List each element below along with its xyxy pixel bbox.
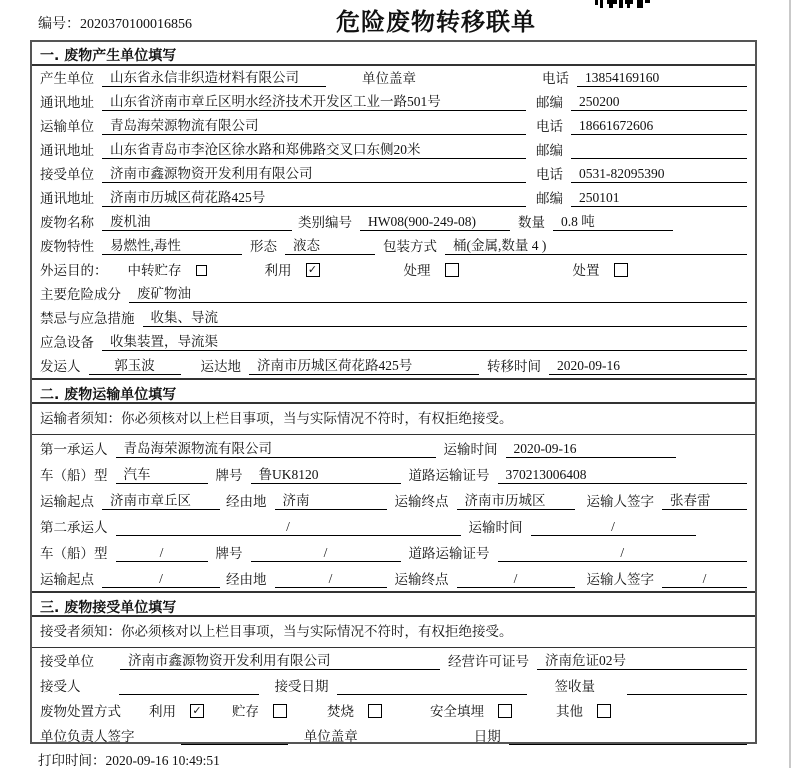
carrier2-time-label: 运输时间: [468, 520, 523, 535]
receiver-notice: 接受者须知：你必须核对以上栏目事项，当与实际情况不符时，有权拒绝接受。: [32, 617, 755, 648]
producer-row: [40, 66, 747, 90]
purpose-option-label: 中转贮存: [127, 263, 182, 278]
accept-person-row: [40, 673, 747, 698]
transporter-zip-label: 邮编: [536, 143, 563, 158]
transporter-value: 青岛海荣源物流有限公司: [102, 114, 526, 135]
receiver-address-value: 济南市历城区荷花路425号: [102, 186, 526, 207]
destination-label: 运达地: [200, 359, 241, 374]
dispatch-row: [40, 354, 747, 378]
equipment-row: [40, 330, 747, 354]
section3-header: 三. 废物接受单位填写: [32, 591, 755, 617]
carrier1-label: 第一承运人: [40, 442, 108, 457]
sign-date-label: 日期: [473, 729, 501, 744]
purpose-option-label: 处置: [572, 263, 600, 278]
vehicle2-type-value: /: [116, 545, 208, 562]
print-time-value: 2020-09-16 10:49:51: [105, 753, 220, 768]
checkbox-landfill: [498, 704, 512, 718]
producer-phone-label: 电话: [542, 71, 569, 86]
section1-header: 一. 废物产生单位填写: [32, 42, 755, 66]
responsible-sign-value: [181, 744, 288, 745]
checkbox-utilize: [306, 263, 320, 277]
disposal-option-label: 利用: [149, 704, 176, 719]
waste-qty-label: 数量: [518, 215, 545, 230]
checkbox-utilize-2: [190, 704, 204, 718]
vehicle2-plate-value: /: [251, 545, 401, 562]
purpose-label: 外运目的：: [40, 263, 108, 278]
responsible-sign-row: [40, 723, 747, 748]
carrier1-row: [40, 435, 747, 461]
route1-via-value: 济南: [275, 489, 387, 510]
checkbox-dispose: [614, 263, 628, 277]
accept-unit-value: 济南市鑫源物资开发利用有限公司: [120, 649, 440, 670]
waste-name-value: 废机油: [102, 210, 292, 231]
producer-label: 产生单位: [40, 71, 94, 86]
transporter-zip-value: [571, 158, 747, 159]
receiver-address-row: [40, 186, 747, 210]
carrier2-value: /: [116, 519, 461, 536]
route2-via-label: 经由地: [226, 572, 267, 587]
disposal-row: [40, 698, 747, 723]
page-edge-line: [789, 0, 791, 768]
equipment-label: 应急设备: [40, 335, 94, 350]
route1-end-value: 济南市历城区: [457, 489, 575, 510]
transporter-address-value: 山东省青岛市李沧区徐水路和郑佛路交叉口东侧20米: [102, 138, 526, 159]
transporter-label: 运输单位: [40, 119, 94, 134]
receiver-value: 济南市鑫源物资开发利用有限公司: [102, 162, 526, 183]
producer-zip-label: 邮编: [536, 95, 563, 110]
license-label: 经营许可证号: [448, 654, 529, 669]
route2-sign-label: 运输人签字: [586, 572, 654, 587]
carrier1-time-label: 运输时间: [443, 442, 498, 457]
hazard-label: 主要危险成分: [40, 287, 121, 302]
route2-start-value: /: [102, 571, 220, 588]
producer-address-row: [40, 90, 747, 114]
vehicle2-type-label: 车（船）型: [40, 546, 108, 561]
purpose-row: [40, 258, 747, 282]
producer-address-label: 通讯地址: [40, 95, 94, 110]
packing-value: 桶(金属,数量 4 ): [445, 234, 747, 255]
hazard-value: 废矿物油: [129, 282, 747, 303]
receiver-phone-label: 电话: [536, 167, 563, 182]
waste-name-label: 废物名称: [40, 215, 94, 230]
purpose-option-label: 利用: [264, 263, 292, 278]
route1-sign-value: 张春雷: [662, 489, 747, 510]
form-box: [30, 40, 757, 744]
accept-date-label: 接受日期: [274, 679, 329, 694]
section3-rows: [32, 648, 755, 748]
destination-value: 济南市历城区荷花路425号: [249, 354, 479, 375]
carrier2-row: [40, 513, 747, 539]
route2-end-label: 运输终点: [394, 572, 449, 587]
vehicle1-row: [40, 461, 747, 487]
waste-form-label: 形态: [250, 239, 277, 254]
signed-qty-label: 签收量: [554, 679, 595, 694]
waste-traits-label: 废物特性: [40, 239, 94, 254]
producer-address-value: 山东省济南市章丘区明水经济技术开发区工业一路501号: [102, 90, 526, 111]
packing-label: 包装方式: [383, 239, 437, 254]
carrier2-label: 第二承运人: [40, 520, 108, 535]
waste-name-row: [40, 210, 747, 234]
route1-via-label: 经由地: [226, 494, 267, 509]
receiver-zip-value: 250101: [571, 190, 747, 207]
carrier1-time-value: 2020-09-16: [506, 441, 676, 458]
print-time-label: 打印时间：: [38, 753, 106, 768]
route1-end-label: 运输终点: [394, 494, 449, 509]
transfer-time-value: 2020-09-16: [549, 358, 747, 375]
waste-traits-value: 易燃性,毒性: [102, 234, 242, 255]
waste-form-value: 液态: [285, 234, 375, 255]
route1-sign-label: 运输人签字: [586, 494, 654, 509]
route1-start-label: 运输起点: [40, 494, 94, 509]
transporter-row: [40, 114, 747, 138]
serial-value: 2020370100016856: [80, 17, 192, 32]
section2-rows: [32, 435, 755, 591]
checkbox-incinerate: [368, 704, 382, 718]
route1-row: [40, 487, 747, 513]
vehicle1-plate-label: 牌号: [215, 468, 243, 483]
transporter-notice: 运输者须知：你必须核对以上栏目事项，当与实际情况不符时，有权拒绝接受。: [32, 404, 755, 435]
print-time: [38, 749, 220, 768]
responsible-sign-label: 单位负责人签字: [40, 729, 135, 744]
license-value: 济南危证02号: [537, 649, 747, 670]
waste-code-label: 类别编号: [298, 215, 352, 230]
producer-phone-value: 13854169160: [577, 70, 747, 87]
checkbox-storage: [273, 704, 287, 718]
receiver-row: [40, 162, 747, 186]
carrier2-time-value: /: [531, 519, 696, 536]
disposal-option-label: 焚烧: [327, 704, 354, 719]
hazard-row: [40, 282, 747, 306]
producer-zip-value: 250200: [571, 94, 747, 111]
emergency-value: 收集、导流: [143, 306, 748, 327]
serial-label: 编号：: [38, 17, 80, 32]
accept-person-value: [119, 694, 259, 695]
vehicle2-plate-label: 牌号: [215, 546, 243, 561]
form-header: [0, 0, 796, 38]
receiver-phone-value: 0531-82095390: [571, 166, 747, 183]
emergency-label: 禁忌与应急措施: [40, 311, 135, 326]
sender-label: 发运人: [40, 359, 81, 374]
emergency-row: [40, 306, 747, 330]
disposal-label: 废物处置方式: [40, 704, 121, 719]
transporter-phone-value: 18661672606: [571, 118, 747, 135]
vehicle2-road-label: 道路运输证号: [408, 546, 490, 561]
purpose-option-label: 处理: [403, 263, 431, 278]
receiver-address-label: 通讯地址: [40, 191, 94, 206]
waste-qty-value: 0.8 吨: [553, 210, 673, 231]
disposal-option-label: 其他: [556, 704, 583, 719]
receiver-label: 接受单位: [40, 167, 94, 182]
route2-row: [40, 565, 747, 591]
signed-qty-value: [627, 694, 747, 695]
producer-value: 山东省永信非织造材料有限公司: [102, 66, 326, 87]
carrier1-value: 青岛海荣源物流有限公司: [116, 437, 436, 458]
equipment-value: 收集装置，导流渠: [102, 330, 747, 351]
vehicle1-type-label: 车（船）型: [40, 468, 108, 483]
vehicle1-plate-value: 鲁UK8120: [251, 463, 401, 484]
vehicle2-row: [40, 539, 747, 565]
vehicle1-road-label: 道路运输证号: [408, 468, 490, 483]
route1-start-value: 济南市章丘区: [102, 489, 220, 510]
waste-code-value: HW08(900-249-08): [360, 214, 510, 231]
route2-sign-value: /: [662, 571, 747, 588]
unit-seal-label: 单位盖章: [362, 71, 416, 86]
sender-value: 郭玉波: [89, 354, 181, 375]
accept-unit-row: [40, 648, 747, 673]
page-title: 危险废物转移联单: [336, 8, 536, 36]
checkbox-treat: [445, 263, 459, 277]
route2-end-value: /: [457, 571, 575, 588]
vehicle2-road-value: /: [498, 545, 748, 562]
accept-person-label: 接受人: [40, 679, 81, 694]
route2-start-label: 运输起点: [40, 572, 94, 587]
transporter-address-label: 通讯地址: [40, 143, 94, 158]
section1-rows: [32, 66, 755, 378]
accept-date-value: [337, 694, 527, 695]
waste-traits-row: [40, 234, 747, 258]
unit-seal-label-2: 单位盖章: [303, 729, 358, 744]
checkbox-transfer-storage: [196, 265, 207, 276]
transporter-address-row: [40, 138, 747, 162]
accept-unit-label: 接受单位: [40, 654, 94, 669]
transporter-phone-label: 电话: [536, 119, 563, 134]
disposal-option-label: 安全填埋: [430, 704, 484, 719]
section2-header: 二. 废物运输单位填写: [32, 378, 755, 404]
transfer-time-label: 转移时间: [487, 359, 541, 374]
route2-via-value: /: [275, 571, 387, 588]
disposal-option-label: 贮存: [232, 704, 259, 719]
receiver-zip-label: 邮编: [536, 191, 563, 206]
vehicle1-road-value: 370213006408: [498, 467, 748, 484]
sign-date-value: [509, 744, 747, 745]
checkbox-other: [597, 704, 611, 718]
vehicle1-type-value: 汽车: [116, 463, 208, 484]
